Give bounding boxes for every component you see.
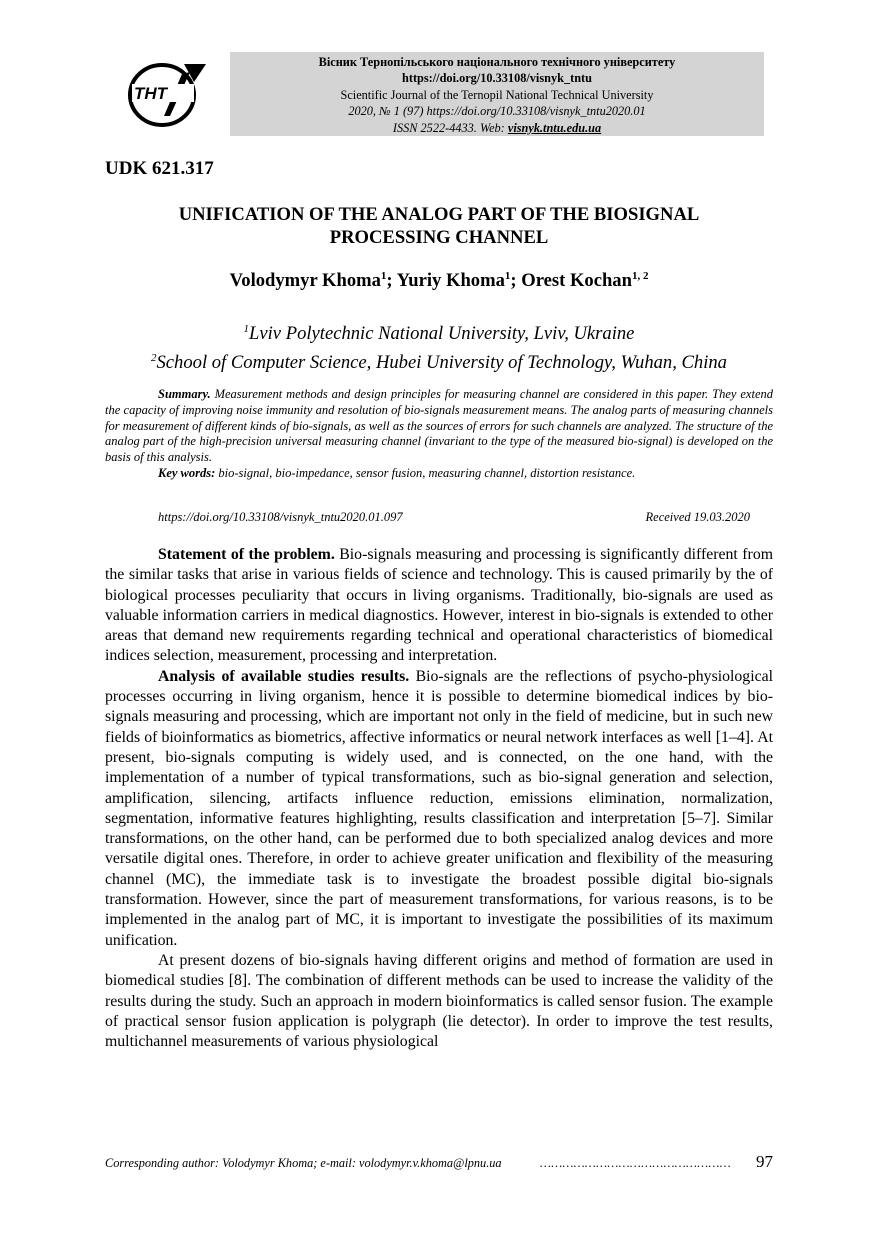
affiliation-sup: 1: [243, 323, 250, 335]
tntu-logo-icon: [124, 58, 208, 132]
paragraph-text: Bio-signals are the reflections of psycho-physiological processes occurring in living organism, hence it is possible to determine biomedical indices by bio-signals measuring and processing, which are important not only in the field of medicine, but in such new fields of bioinformatics as biometrics, affective informatics or neural network interfaces as well [1–4]. At present, bio-signals computing is widely used, and is connected, on the one hand, with the implementation of a number of typical transformations, such as bio-signal generation and selection, amplification, silencing, artifacts influence reduction, emissions elimination, normalization, segmentation, informative features highlighting, results classification and interpretation [5–7]. Similar transformations, on the other hand, can be performed due to both specialized analog devices and more versatile digital ones. Therefore, in order to achieve greater unification and flexibility of the measuring channel (MC), the immediate task is to investigate the broadest possible digital bio-signals transformation. However, since the part of measurement transformations, for various reasons, is to be implemented in the analog part of MC, it is important to investigate the possibilities of its maximum unification.: [105, 667, 773, 949]
author-affil-sup: 1, 2: [631, 270, 649, 282]
affiliation-sup: 2: [151, 352, 157, 365]
page-number: 97: [756, 1152, 773, 1171]
affiliation-text: School of Computer Science, Hubei University of Technology, Wuhan, China: [156, 352, 727, 374]
summary-label: Summary.: [158, 387, 211, 401]
title-line-2: PROCESSING CHANNEL: [329, 227, 549, 248]
section-lead: Statement of the problem.: [158, 546, 335, 563]
article-doi[interactable]: https://doi.org/10.33108/visnyk_tntu2020.01.097: [158, 510, 403, 524]
journal-header: [230, 52, 764, 136]
summary-text: Measurement methods and design principles for measuring channel are considered in this paper. They extend the capacity of improving noise immunity and resolution of bio-signals measurement means. The analog parts of measuring channels for measurement of different kinds of bio-signals, as well as the sources of errors for such channels are analyzed. The structure of the analog part of the high-precision universal measuring channel (invariant to the type of the measured bio-signal) is developed on the basis of this analysis.: [105, 387, 773, 465]
body-paragraph: [105, 951, 773, 1052]
author-name: Yuriy Khoma: [396, 270, 505, 292]
received-date: Received 19.03.2020: [645, 510, 750, 524]
issn-text: ISSN 2522-4433. Web:: [392, 120, 508, 135]
svg-text:ТНТ: ТНТ: [134, 84, 168, 103]
paper-title: [105, 203, 773, 249]
section-lead: Analysis of available studies results.: [158, 667, 410, 685]
affiliation-1: [105, 317, 773, 346]
summary-paragraph: [105, 387, 773, 466]
author-affil-sup: 1: [380, 270, 387, 282]
title-line-1: UNIFICATION OF THE ANALOG PART OF THE BIOSIGNAL: [178, 204, 700, 225]
affiliations: [105, 317, 773, 375]
author-name: Orest Kochan: [521, 270, 632, 292]
abstract: [105, 387, 773, 482]
keywords-label: Key words:: [158, 465, 216, 480]
journal-name-ua: Вісник Тернопільського національного технічного університету: [318, 55, 676, 69]
author-affil-sup: 1: [504, 270, 511, 282]
paragraph-text: At present dozens of bio-signals having different origins and method of formation are used in biomedical studies [8]. The combination of different methods can be used to increase the validity of the results during the study. Such an approach in modern bioinformatics is called sensor fusion. The example of practical sensor fusion application is polygraph (lie detector). In order to improve the test results, multichannel measurements of various physiological: [105, 951, 773, 1051]
journal-issn: [230, 120, 764, 136]
affiliation-2: [105, 346, 773, 375]
body-paragraph: [105, 545, 773, 667]
udk-code: UDK 621.317: [105, 158, 214, 179]
author-separator: ;: [386, 270, 397, 292]
article-body: [105, 545, 773, 1052]
body-paragraph: [105, 667, 773, 951]
journal-name-en: Scientific Journal of the Ternopil National Technical University: [340, 87, 654, 102]
journal-doi[interactable]: https://doi.org/10.33108/visnyk_tntu: [402, 71, 592, 86]
author-name: Volodymyr Khoma: [229, 270, 381, 292]
author-list: [105, 270, 773, 292]
corresponding-author: Corresponding author: Volodymyr Khoma; e-mail: volodymyr.v.khoma@lpnu.ua: [105, 1156, 502, 1170]
keywords-text: bio-signal, bio-impedance, sensor fusion, measuring channel, distortion resistance.: [215, 465, 636, 480]
journal-web-link[interactable]: visnyk.tntu.edu.ua: [507, 120, 602, 135]
paragraph-text: Bio-signals measuring and processing is significantly different from the similar tasks that arise in various fields of science and technology. This is caused primarily by the of biological processes peculiarity that occurs in living organisms. Traditionally, bio-signals are used as valuable information carriers in medical diagnostics. However, interest in bio-signals is extended to other areas that demand new requirements regarding technical and operational characteristics of biomedical indices selection, measurement, processing and interpretation.: [105, 546, 773, 665]
keywords-paragraph: [105, 466, 773, 482]
affiliation-text: Lviv Polytechnic National University, Lviv, Ukraine: [249, 323, 635, 345]
footer-leader-dots: ……………………………………………: [540, 1156, 731, 1170]
author-separator: ;: [510, 270, 522, 292]
university-logo: [124, 58, 208, 132]
journal-issue: 2020, № 1 (97) https://doi.org/10.33108/visnyk_tntu2020.01: [348, 104, 646, 119]
